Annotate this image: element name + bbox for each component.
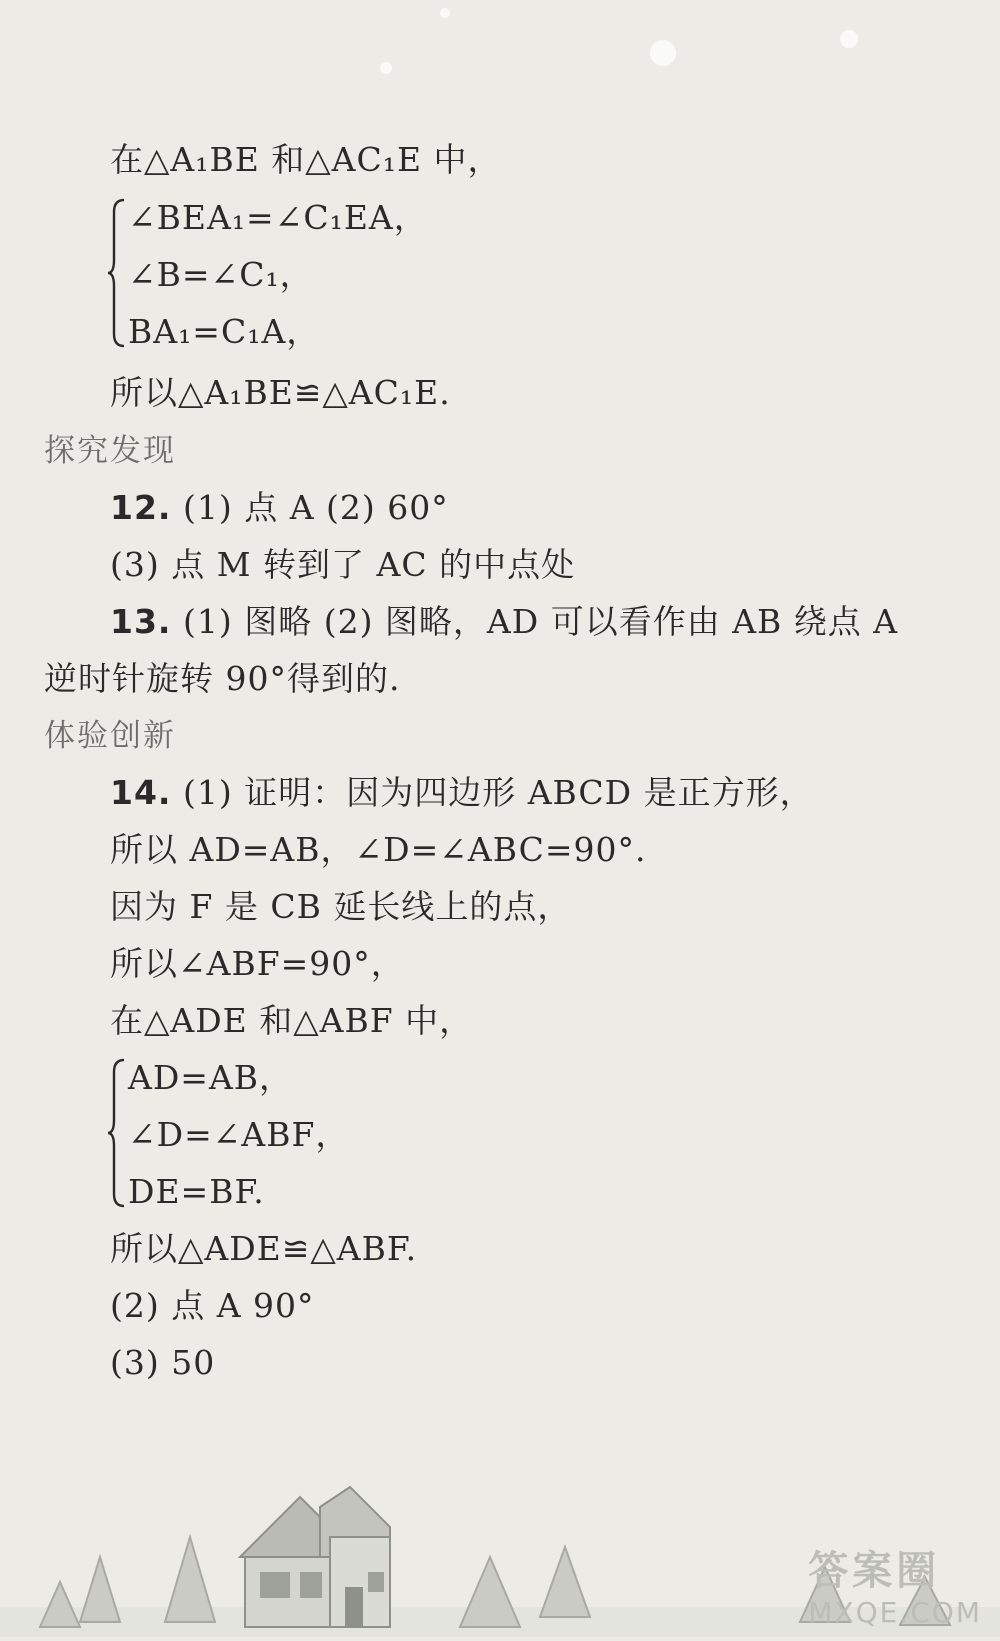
text-line: ∠BEA₁=∠C₁EA， bbox=[128, 198, 428, 237]
snow-dot bbox=[650, 40, 676, 66]
watermark-top: 答案圈 bbox=[808, 1548, 941, 1594]
snow-dot bbox=[380, 62, 392, 74]
text-line: 所以△A₁BE≌△AC₁E. bbox=[110, 373, 451, 412]
snow-dot bbox=[840, 30, 858, 48]
watermark-bottom: MXQE.COM bbox=[808, 1596, 982, 1629]
text-line: DE=BF. bbox=[128, 1172, 265, 1211]
text-line: 因为 F 是 CB 延长线上的点， bbox=[110, 887, 572, 926]
answer-text: (1) 证明：因为四边形 ABCD 是正方形， bbox=[182, 773, 814, 812]
text-line: (3) 点 M 转到了 AC 的中点处 bbox=[110, 545, 576, 584]
question-number: 12. bbox=[110, 488, 172, 527]
answer-text: (1) 图略 (2) 图略，AD 可以看作由 AB 绕点 A bbox=[182, 602, 899, 641]
answer-text: (1) 点 A (2) 60° bbox=[182, 488, 449, 527]
watermark-logo bbox=[808, 1539, 982, 1629]
brace-icon bbox=[108, 1058, 126, 1208]
text-line bbox=[110, 602, 898, 642]
text-line: ∠D=∠ABF， bbox=[128, 1115, 350, 1154]
text-line: (3) 50 bbox=[110, 1343, 216, 1382]
question-number: 13. bbox=[110, 602, 172, 641]
text-line: ∠B=∠C₁， bbox=[128, 255, 314, 294]
snow-dot bbox=[440, 8, 450, 18]
text-line: BA₁=C₁A， bbox=[128, 312, 321, 351]
text-line: 所以∠ABF=90°， bbox=[110, 944, 405, 983]
brace-icon bbox=[108, 198, 126, 348]
text-line: 在△ADE 和△ABF 中， bbox=[110, 1001, 474, 1040]
section-heading: 体验创新 bbox=[44, 718, 176, 754]
text-line bbox=[110, 488, 449, 528]
text-line: 逆时针旋转 90°得到的. bbox=[44, 659, 401, 698]
question-number: 14. bbox=[110, 773, 172, 812]
text-line: 所以△ADE≌△ABF. bbox=[110, 1229, 418, 1268]
text-line bbox=[110, 773, 814, 813]
house-icon bbox=[240, 1487, 390, 1627]
text-line: (2) 点 A 90° bbox=[110, 1286, 315, 1325]
text-line: 在△A₁BE 和△AC₁E 中， bbox=[110, 140, 502, 179]
section-heading: 探究发现 bbox=[44, 433, 176, 469]
text-line: 所以 AD=AB，∠D=∠ABC=90°. bbox=[110, 830, 647, 869]
text-line: AD=AB， bbox=[128, 1058, 294, 1097]
